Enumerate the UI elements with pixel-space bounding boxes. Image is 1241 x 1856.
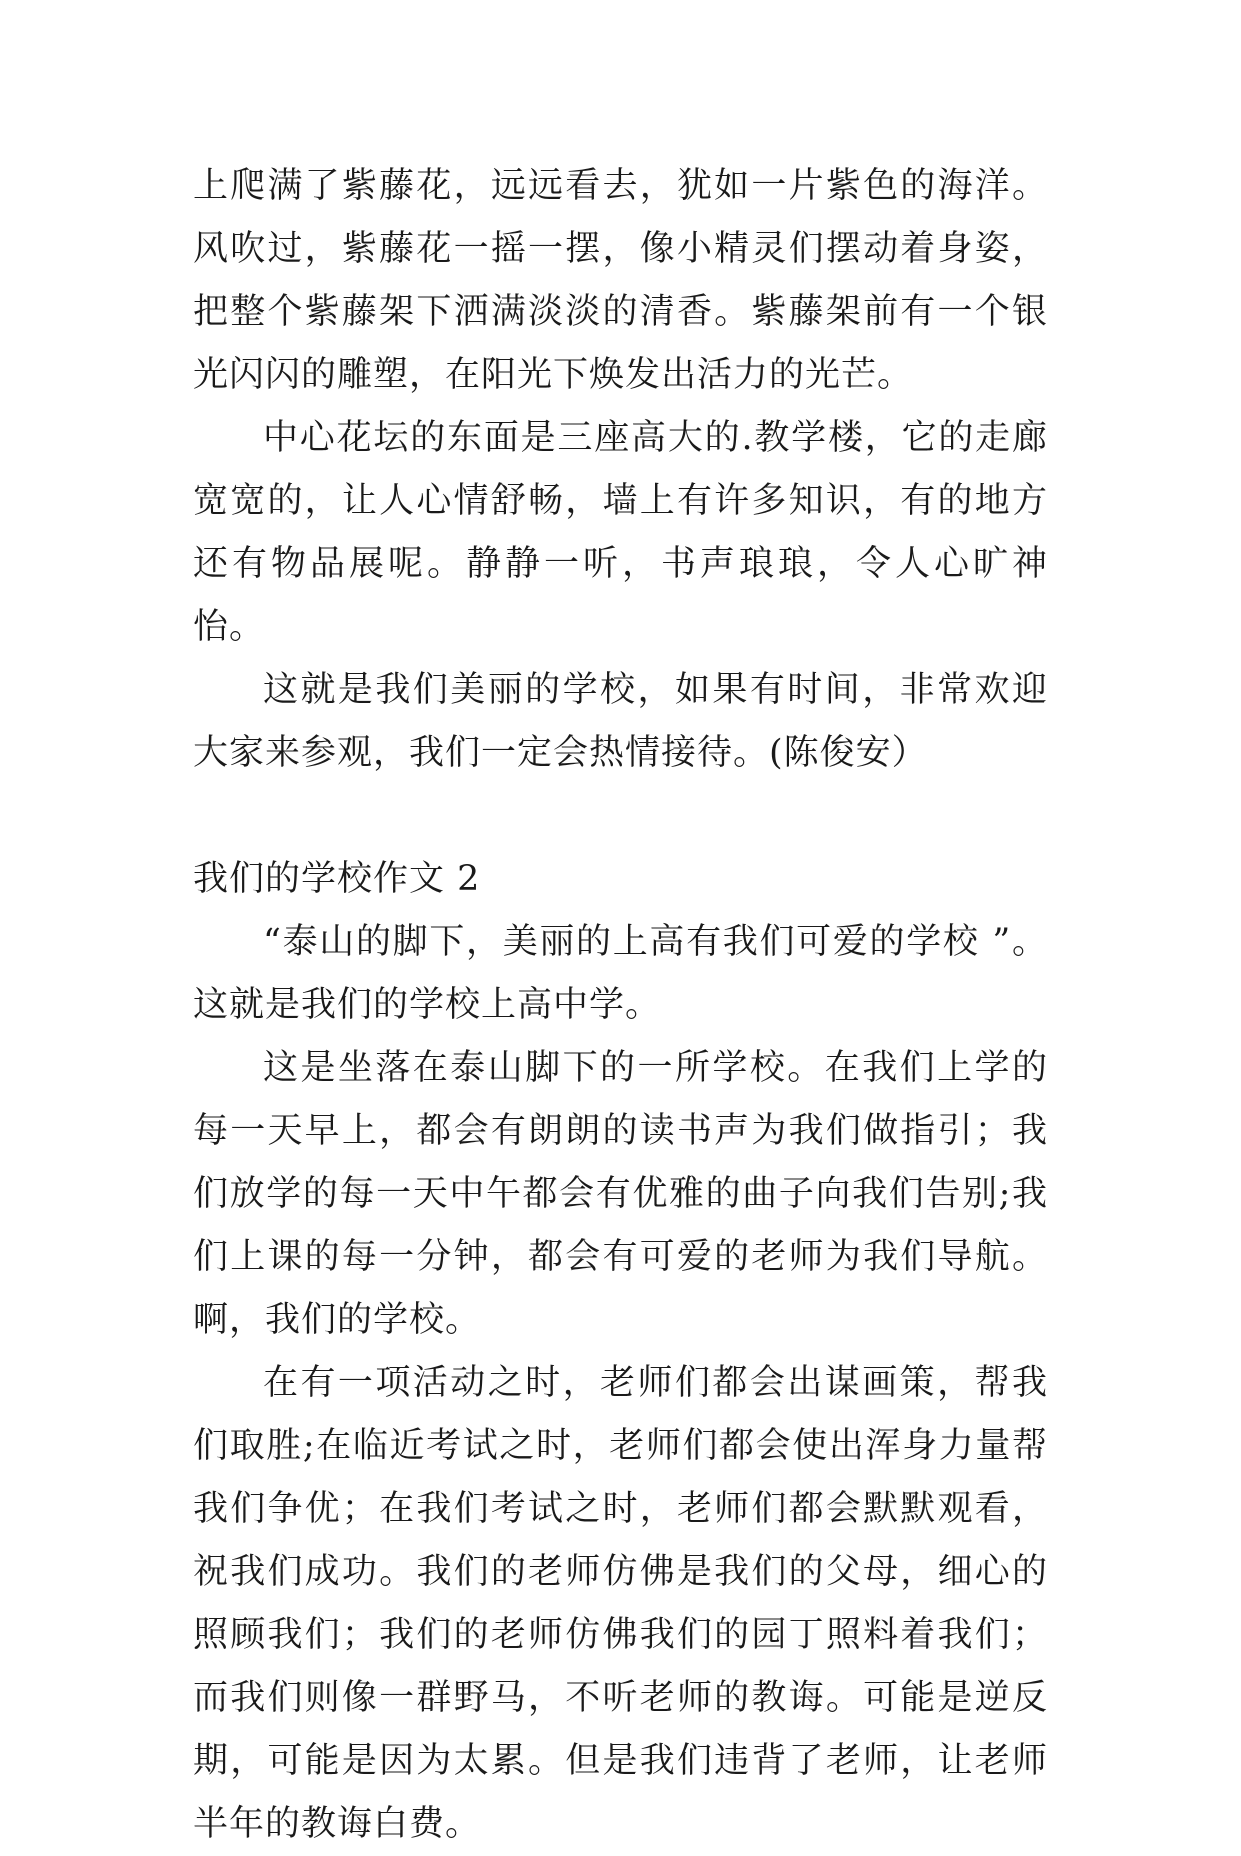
paragraph-6: 在有一项活动之时，老师们都会出谋画策，帮我们取胜;在临近考试之时，老师们都会使出浑身力量帮我们争优；在我们考试之时，老师们都会默默观看，祝我们成功。我们的老师仿佛是我们的父母，细心的照顾我们；我们的老师仿佛我们的园丁照料着我们；而我们则像一群野马，不听老师的教诲。可能是逆反期，可能是因为太累。但是我们违背了老师，让老师半年的教诲白费。	[193, 1363, 1048, 1844]
paragraph-5: 这是坐落在泰山脚下的一所学校。在我们上学的每一天早上，都会有朗朗的读书声为我们做指引；我们放学的每一天中午都会有优雅的曲子向我们告别;我们上课的每一分钟，都会有可爱的老师为我们导航。啊，我们的学校。	[193, 1048, 1048, 1340]
section-title: 我们的学校作文 2	[193, 859, 481, 899]
document-body	[193, 155, 1048, 1856]
paragraph-3: 这就是我们美丽的学校，如果有时间，非常欢迎大家来参观，我们一定会热情接待。(陈俊安）	[193, 670, 1048, 773]
paragraph-2: 中心花坛的东面是三座高大的.教学楼，它的走廊宽宽的，让人心情舒畅，墙上有许多知识，有的地方还有物品展呢。静静一听，书声琅琅，令人心旷神怡。	[193, 418, 1048, 647]
paragraph-4: “泰山的脚下，美丽的上高有我们可爱的学校 ”。这就是我们的学校上高中学。	[193, 922, 1048, 1025]
paragraph-1: 上爬满了紫藤花，远远看去，犹如一片紫色的海洋。风吹过，紫藤花一摇一摆，像小精灵们摆动着身姿，把整个紫藤架下洒满淡淡的清香。紫藤架前有一个银光闪闪的雕塑，在阳光下焕发出活力的光芒。	[193, 166, 1048, 395]
